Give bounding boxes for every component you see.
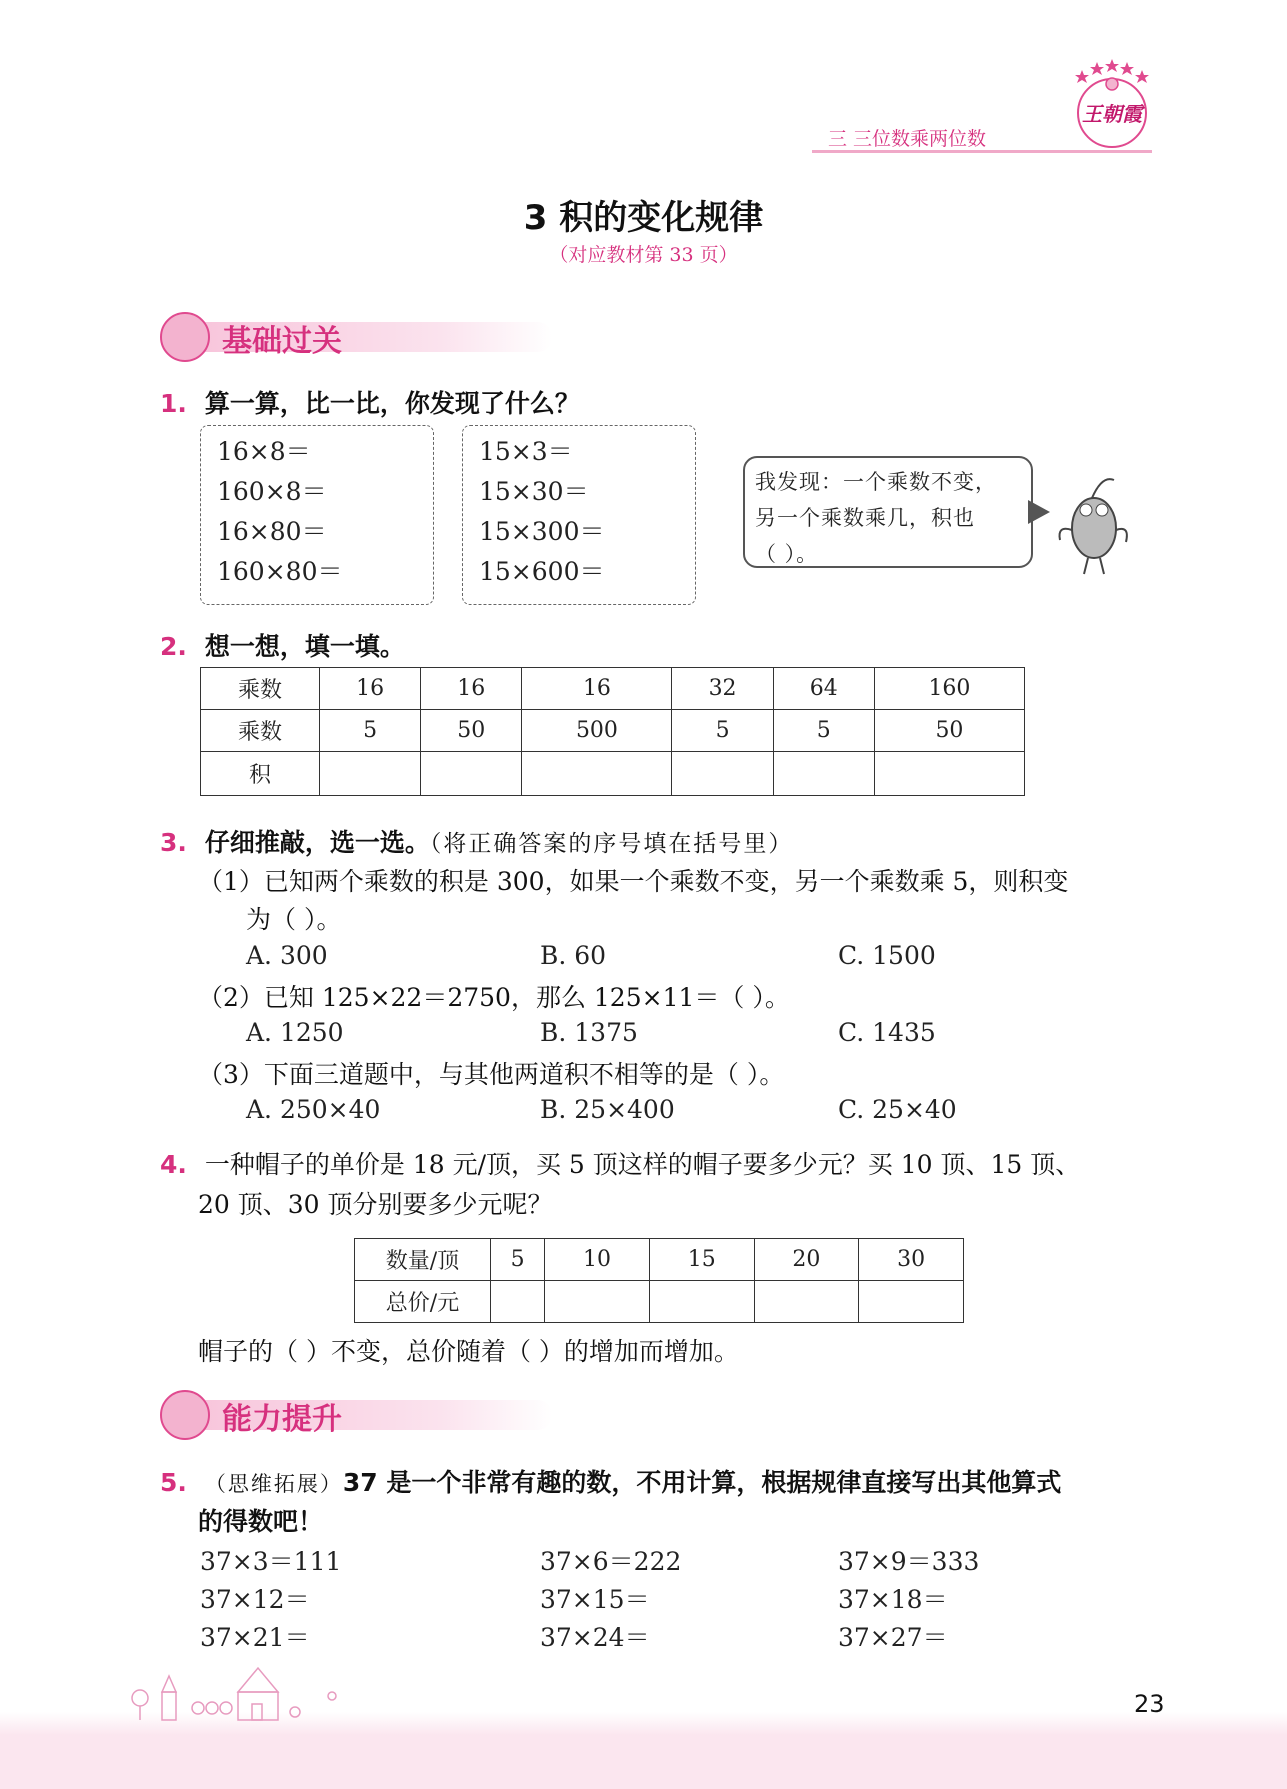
- question-number: 1.: [160, 389, 187, 418]
- cartoon-character-icon: [1052, 470, 1132, 580]
- table-cell: 乘数: [201, 668, 320, 710]
- page-subtitle: （对应教材第 33 页）: [549, 244, 738, 266]
- table-cell: 5: [672, 710, 773, 752]
- table-cell: 50: [421, 710, 522, 752]
- town-sketch-icon: [120, 1662, 420, 1722]
- calc-line: 15×300＝: [479, 517, 605, 546]
- equation: 37×15＝: [540, 1585, 650, 1614]
- speech-bubble-tail: [1028, 500, 1050, 524]
- table-cell: 10: [545, 1239, 650, 1281]
- page-number: 23: [1134, 1690, 1165, 1718]
- table-cell: 5: [491, 1239, 545, 1281]
- table-cell: 积: [201, 752, 320, 796]
- table-row: [355, 1239, 964, 1281]
- q3-item-1-stem: （1）已知两个乘数的积是 300，如果一个乘数不变，另一个乘数乘 5，则积变: [198, 867, 1069, 896]
- table-cell: 16: [522, 668, 672, 710]
- speech-bubble: [743, 456, 1033, 568]
- equation: 37×27＝: [838, 1623, 948, 1652]
- answer-cell[interactable]: [320, 752, 421, 796]
- answer-cell[interactable]: [859, 1281, 964, 1323]
- question-note: （将正确答案的序号填在括号里）: [429, 831, 794, 857]
- girl-avatar-icon: [160, 312, 210, 362]
- option-b[interactable]: B. 25×400: [540, 1095, 675, 1124]
- section-title-basic: 基础过关: [222, 324, 342, 359]
- table-cell: 5: [320, 710, 421, 752]
- page-title: 3 积的变化规律: [523, 198, 764, 238]
- option-a[interactable]: A. 250×40: [246, 1095, 381, 1124]
- table-cell: 16: [421, 668, 522, 710]
- option-b[interactable]: B. 1375: [540, 1018, 638, 1047]
- calc-line: 160×80＝: [217, 557, 343, 586]
- equation: 37×21＝: [200, 1623, 310, 1652]
- question-3: [160, 823, 793, 859]
- calc-line: 15×3＝: [479, 437, 573, 466]
- option-b[interactable]: B. 60: [540, 941, 607, 970]
- calc-box-1: [200, 425, 434, 605]
- price-table: [354, 1238, 964, 1323]
- table-cell: 总价/元: [355, 1281, 491, 1323]
- answer-cell[interactable]: [773, 752, 874, 796]
- table-row: [201, 752, 1025, 796]
- equation: 37×24＝: [540, 1623, 650, 1652]
- question-5: [160, 1463, 1061, 1499]
- option-c[interactable]: C. 1435: [838, 1018, 936, 1047]
- section-banner-basic: [160, 312, 560, 358]
- equation: 37×12＝: [200, 1585, 310, 1614]
- option-c[interactable]: C. 25×40: [838, 1095, 957, 1124]
- equation: 37×6＝222: [540, 1547, 682, 1576]
- section-title-advanced: 能力提升: [222, 1402, 342, 1437]
- question-4: [160, 1145, 1080, 1181]
- table-cell: 5: [773, 710, 874, 752]
- calc-line: 160×8＝: [217, 477, 327, 506]
- answer-cell[interactable]: [649, 1281, 754, 1323]
- boy-avatar-icon: [160, 1390, 210, 1440]
- table-cell: 160: [874, 668, 1024, 710]
- answer-cell[interactable]: [754, 1281, 859, 1323]
- speech-line: 另一个乘数乘几，积也: [755, 506, 975, 530]
- question-tag: （思维拓展）: [204, 1472, 343, 1496]
- table-row: [201, 710, 1025, 752]
- table-cell: 乘数: [201, 710, 320, 752]
- question-number: 4.: [160, 1150, 187, 1179]
- question-number: 2.: [160, 632, 187, 661]
- equation: 37×18＝: [838, 1585, 948, 1614]
- question-1: [160, 384, 580, 420]
- table-cell: 数量/顶: [355, 1239, 491, 1281]
- footer-band: [0, 1712, 1287, 1789]
- question-text: 一种帽子的单价是 18 元/顶，买 5 顶这样的帽子要多少元？买 10 顶、15 顶、: [204, 1150, 1081, 1179]
- speech-line: 我发现：一个乘数不变，: [755, 470, 997, 494]
- calc-box-2: [462, 425, 696, 605]
- answer-cell[interactable]: [874, 752, 1024, 796]
- table-cell: 32: [672, 668, 773, 710]
- answer-cell[interactable]: [672, 752, 773, 796]
- table-row: [201, 668, 1025, 710]
- equation: 37×3＝111: [200, 1547, 342, 1576]
- option-c[interactable]: C. 1500: [838, 941, 936, 970]
- question-text: 算一算，比一比，你发现了什么？: [204, 389, 580, 418]
- q3-item-1-stem-cont: 为（ ）。: [246, 905, 342, 934]
- answer-cell[interactable]: [545, 1281, 650, 1323]
- question-text: 37 是一个非常有趣的数，不用计算，根据规律直接写出其他算式: [342, 1468, 1062, 1497]
- answer-cell[interactable]: [421, 752, 522, 796]
- question-2: [160, 627, 405, 663]
- section-banner-advanced: [160, 1390, 560, 1436]
- table-cell: 50: [874, 710, 1024, 752]
- calc-line: 15×30＝: [479, 477, 589, 506]
- table-cell: 64: [773, 668, 874, 710]
- question-text: 仔细推敲，选一选。: [204, 828, 430, 857]
- table-cell: 500: [522, 710, 672, 752]
- calc-line: 16×80＝: [217, 517, 327, 546]
- question-text-cont: 的得数吧！: [198, 1507, 324, 1536]
- equation: 37×9＝333: [838, 1547, 980, 1576]
- q4-conclusion: 帽子的（ ）不变，总价随着（ ）的增加而增加。: [198, 1337, 739, 1366]
- option-a[interactable]: A. 300: [246, 941, 328, 970]
- question-number: 3.: [160, 828, 187, 857]
- q3-item-3-stem: （3）下面三道题中，与其他两道积不相等的是（ ）。: [198, 1060, 785, 1089]
- calc-line: 15×600＝: [479, 557, 605, 586]
- question-number: 5.: [160, 1468, 187, 1497]
- answer-cell[interactable]: [491, 1281, 545, 1323]
- option-a[interactable]: A. 1250: [246, 1018, 344, 1047]
- table-row: [355, 1281, 964, 1323]
- question-text: 想一想，填一填。: [204, 632, 405, 661]
- multiplication-table: [200, 667, 1025, 796]
- answer-cell[interactable]: [522, 752, 672, 796]
- table-cell: 30: [859, 1239, 964, 1281]
- speech-line: （ ）。: [755, 542, 819, 566]
- chapter-header: 三 三位数乘两位数: [828, 128, 987, 150]
- q3-item-2-stem: （2）已知 125×22＝2750，那么 125×11＝（ ）。: [198, 983, 790, 1012]
- question-text-cont: 20 顶、30 顶分别要多少元呢？: [198, 1190, 553, 1219]
- table-cell: 15: [649, 1239, 754, 1281]
- calc-line: 16×8＝: [217, 437, 311, 466]
- logo-text: 王朝霞: [1082, 102, 1142, 126]
- table-cell: 16: [320, 668, 421, 710]
- table-cell: 20: [754, 1239, 859, 1281]
